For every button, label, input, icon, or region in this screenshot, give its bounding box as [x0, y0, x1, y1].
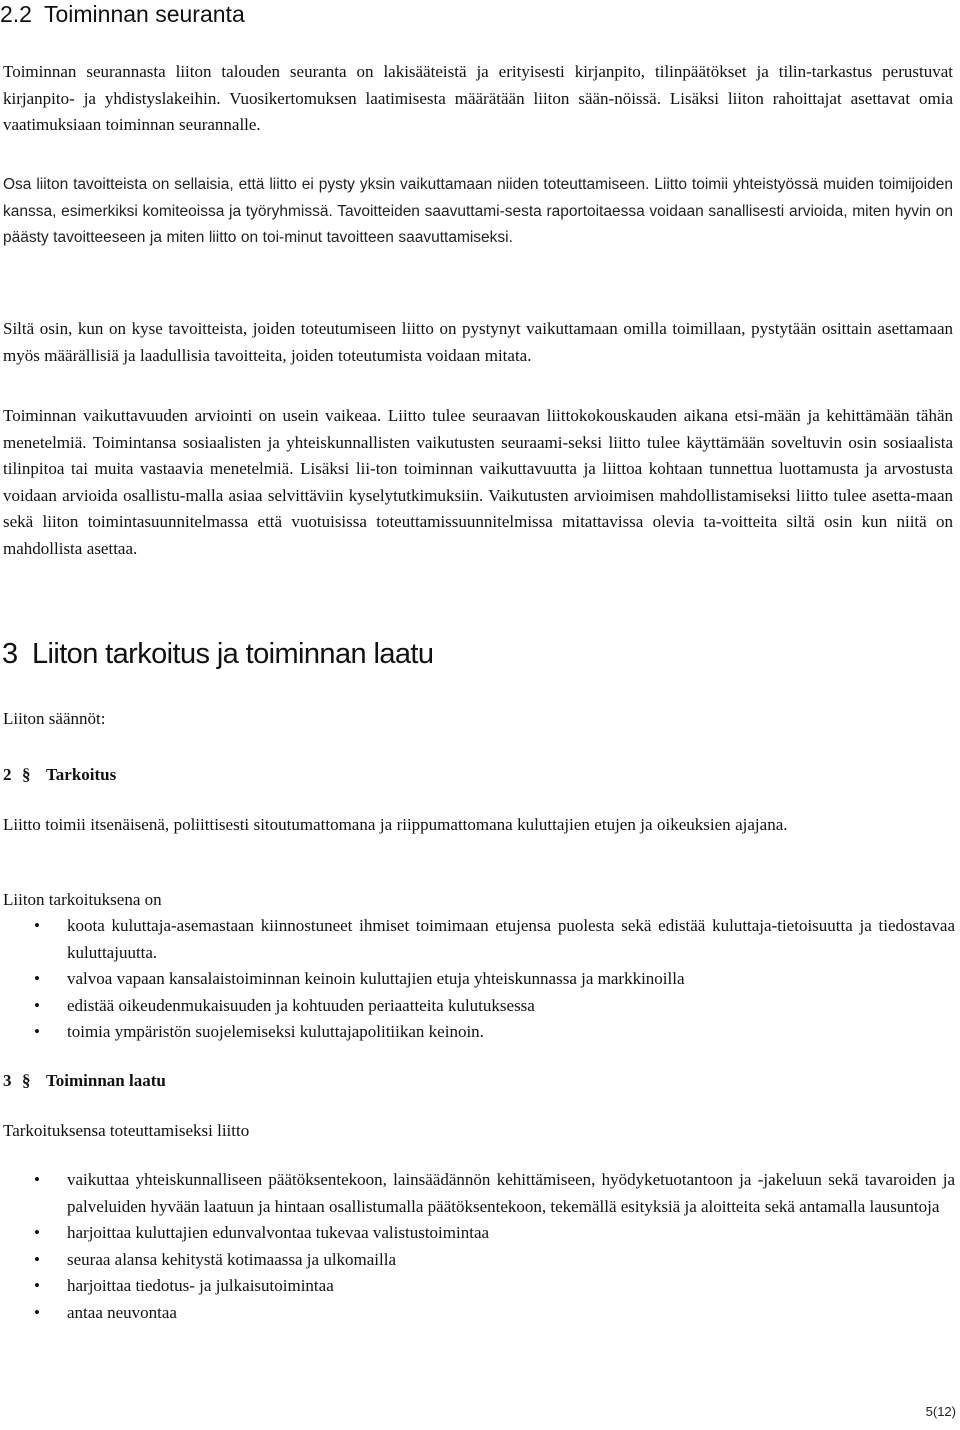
section-2-number: 2 [3, 765, 12, 784]
bullet-icon: • [34, 916, 40, 935]
section-heading [0, 0, 245, 28]
section-2-text: Liitto toimii itsenäisenä, poliittisesti sitoutumattomana ja riippumattomana kuluttajien etujen ja oikeuksien ajajana. [3, 815, 788, 834]
bullet-icon: • [34, 995, 40, 1015]
section-2-list [0, 913, 955, 1046]
paragraph-goals: Osa liiton tavoitteista on sellaisia, että liitto ei pysty yksin vaikuttamaan niiden toteuttamiseen. Liitto toimii yhteistyössä muiden toimijoiden kanssa, esimerkiksi komiteoissa ja työryhmissä. Tavoitteiden saavuttami-sesta raportoitaessa voidaan sanallisesti arvioida, miten hyvin on päästy tavoitteeseen ja miten liitto on toi-minut tavoitteen saavuttamiseksi. [3, 176, 953, 246]
section-3-list [0, 1167, 955, 1326]
list-item: • edistää oikeudenmukaisuuden ja kohtuuden periaatteita kulutuksessa [0, 993, 955, 1020]
section-2-list-intro: Liiton tarkoituksena on [3, 890, 162, 909]
page-number: 5(12) [925, 1404, 956, 1419]
paragraph-symbol: § [22, 765, 31, 784]
section-2-title: Tarkoitus [46, 765, 117, 784]
list-item: • harjoittaa tiedotus- ja julkaisutoimintaa [0, 1273, 955, 1300]
paragraph-monitoring: Toiminnan seurannasta liiton talouden seuranta on lakisääteistä ja erityisesti kirjanpito, tilinpäätökset ja tilin-tarkastus perustuvat kirjanpito- ja yhdistyslakeihin. Vuosikertomuksen laatimisesta määrätään liiton sään-nöissä. Lisäksi liiton rahoittajat asettavat omia vaatimuksiaan toiminnan seurannalle. [3, 62, 953, 134]
rules-label: Liiton säännöt: [3, 709, 106, 728]
section-number: 2.2 [0, 1, 32, 27]
list-item: • koota kuluttaja-asemastaan kiinnostuneet ihmiset toimimaan etujensa puolesta sekä edistää kuluttaja-tietoisuutta ja tiedostavaa kuluttajuutta. [0, 913, 955, 966]
list-item: • vaikuttaa yhteiskunnalliseen päätöksentekoon, lainsäädännön kehittämiseen, hyödyketuotantoon ja -jakeluun sekä tavaroiden ja palveluiden hyvään laatuun ja hintaan osallistumalla päätöksentekoon, tekemällä esityksiä ja aloitteita sekä antamalla lausuntoja [0, 1167, 955, 1220]
list-item: • toimia ympäristön suojelemiseksi kuluttajapolitiikan keinoin. [0, 1019, 955, 1046]
paragraph-measurable-goals: Siltä osin, kun on kyse tavoitteista, joiden toteutumiseen liitto on pystynyt vaikuttamaan omilla toimillaan, pystytään osittain asettamaan myös määrällisiä ja laadullisia tavoitteita, joiden toteutumista voidaan mitata. [3, 319, 953, 365]
chapter-title: Liiton tarkoitus ja toiminnan laatu [32, 638, 434, 670]
section-title: Toiminnan seuranta [44, 1, 245, 27]
paragraph-impact-assessment: Toiminnan vaikuttavuuden arviointi on usein vaikeaa. Liitto tulee seuraavan liittokokouskauden aikana etsi-mään ja kehittämään tähän menetelmiä. Toimintansa sosiaalisten ja yhteiskunnallisten vaikutusten seuraami-seksi liitto tulee käyttämään soveltuvin osin sosiaalista tilinpitoa tai muita vastaavia menetelmiä. Lisäksi lii-ton toiminnan vaikuttavuutta ja liittoa kohtaan tunnettua luottamusta ja arvostusta voidaan arvioida osallistu-malla asiaa selvittäviin kyselytutkimuksiin. Vaikutusten arvioimisen mahdollistamiseksi liitto tulee asetta-maan sekä liiton toimintasuunnitelmassa että vuotuisissa toteuttamissuunnitelmissa mitattavissa olevia ta-voitteita siltä osin kun niitä on mahdollista asettaa. [3, 406, 953, 558]
bullet-icon: • [34, 1223, 40, 1242]
bullet-icon: • [34, 1170, 40, 1189]
section-3-number: 3 [3, 1071, 12, 1090]
bullet-icon: • [34, 1022, 40, 1041]
chapter-number: 3 [2, 638, 18, 670]
list-item: • seuraa alansa kehitystä kotimaassa ja ulkomailla [0, 1247, 955, 1274]
list-item: • antaa neuvontaa [0, 1300, 955, 1327]
section-3-list-intro: Tarkoituksensa toteuttamiseksi liitto [3, 1121, 250, 1140]
section-2-heading [3, 762, 116, 788]
bullet-icon: • [34, 1249, 40, 1269]
chapter-heading [2, 636, 433, 672]
list-item: • harjoittaa kuluttajien edunvalvontaa tukevaa valistustoimintaa [0, 1220, 955, 1247]
section-3-heading [3, 1068, 166, 1094]
bullet-icon: • [34, 1276, 40, 1295]
bullet-icon: • [34, 969, 40, 988]
list-item: • valvoa vapaan kansalaistoiminnan keinoin kuluttajien etuja yhteiskunnassa ja markkinoilla [0, 966, 955, 993]
bullet-icon: • [34, 1302, 40, 1322]
section-3-title: Toiminnan laatu [46, 1071, 166, 1090]
paragraph-symbol: § [22, 1071, 31, 1090]
